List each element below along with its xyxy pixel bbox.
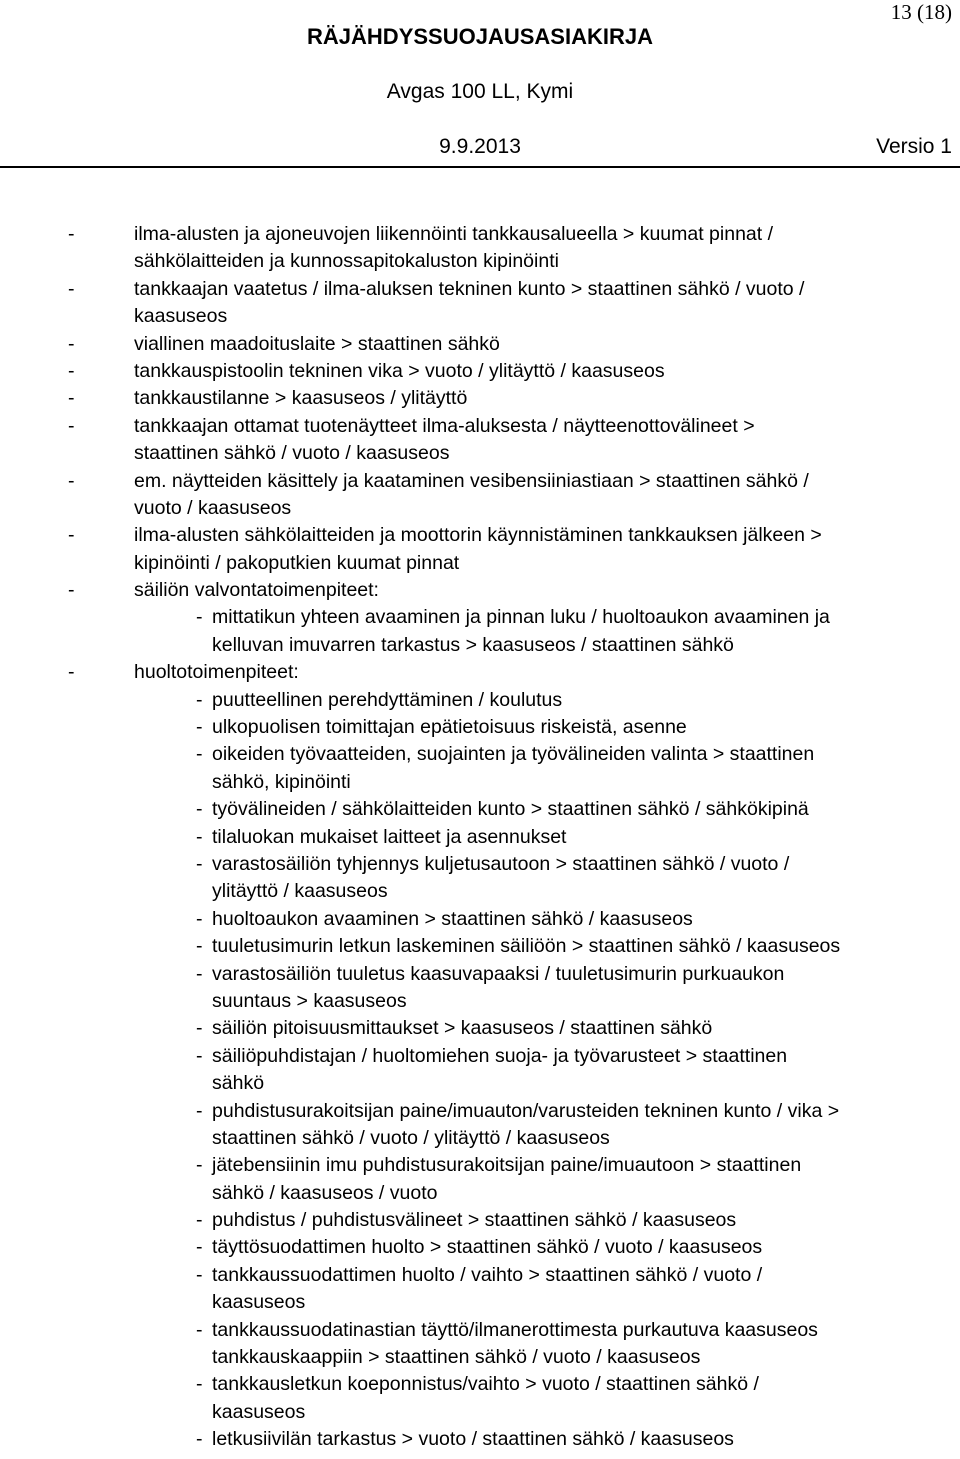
list-line — [0, 577, 960, 604]
list-item-text: puhdistus / puhdistusvälineet > staattinen sähkö / kaasuseos — [212, 1209, 737, 1232]
list-item-text: tilaluokan mukaiset laitteet ja asennukset — [212, 825, 567, 848]
list-line — [0, 878, 960, 905]
list-item-text: ilma-alusten ja ajoneuvojen liikennöinti tankkausalueella > kuumat pinnat / — [134, 223, 774, 245]
bullet-dash: - — [68, 223, 75, 245]
list-line — [0, 1399, 960, 1426]
list-line — [0, 1207, 960, 1234]
bullet-dash: - — [196, 688, 203, 711]
list-line — [0, 741, 960, 768]
list-line — [0, 988, 960, 1015]
bullet-dash: - — [68, 332, 75, 355]
bullet-dash: - — [196, 1263, 203, 1286]
list-line — [0, 1043, 960, 1070]
list-item-text: huoltotoimenpiteet: — [134, 661, 299, 684]
list-item-text: ilma-alusten sähkölaitteiden ja moottorin käynnistäminen tankkauksen jälkeen > — [134, 524, 822, 547]
list-line — [0, 1015, 960, 1042]
list-item-text: tankkaussuodattimen huolto / vaihto > staattinen sähkö / vuoto / — [212, 1263, 763, 1286]
list-item-text: tankkaussuodatinastian täyttö/ilmanerottimesta purkautuva kaasuseos — [212, 1318, 818, 1341]
bullet-dash: - — [196, 1318, 203, 1341]
bullet-dash: - — [196, 1236, 203, 1259]
list-item-text: staattinen sähkö / vuoto / ylitäyttö / kaasuseos — [212, 1126, 610, 1149]
document-body — [0, 221, 960, 1454]
list-line — [0, 1125, 960, 1152]
list-item-text: vuoto / kaasuseos — [134, 496, 292, 519]
list-line — [0, 961, 960, 988]
bullet-dash: - — [68, 661, 75, 684]
header-divider — [0, 166, 960, 168]
bullet-dash: - — [196, 1099, 203, 1122]
list-line — [0, 714, 960, 741]
list-line — [0, 851, 960, 878]
list-line — [0, 906, 960, 933]
list-item-text: varastosäiliön tuuletus kaasuvapaaksi / tuuletusimurin purkuaukon — [212, 962, 785, 985]
list-line — [0, 358, 960, 385]
list-line — [0, 221, 960, 248]
list-item-text: työvälineiden / sähkölaitteiden kunto > staattinen sähkö / sähkökipinä — [212, 798, 809, 821]
list-line — [0, 1180, 960, 1207]
list-item-text: kaasuseos — [134, 305, 228, 328]
list-item-text: mittatikun yhteen avaaminen ja pinnan luku / huoltoaukon avaaminen ja — [212, 606, 830, 629]
list-item-text: letkusiivilän tarkastus > vuoto / staattinen sähkö / kaasuseos — [212, 1428, 734, 1451]
bullet-dash: - — [68, 387, 75, 410]
list-line — [0, 1317, 960, 1344]
list-item-text: tankkauskaappiin > staattinen sähkö / vuoto / kaasuseos — [212, 1346, 701, 1369]
list-line — [0, 1098, 960, 1125]
list-line — [0, 1152, 960, 1179]
list-item-text: tankkaajan ottamat tuotenäytteet ilma-aluksesta / näytteenottovälineet > — [134, 414, 755, 437]
list-line — [0, 769, 960, 796]
list-item-text: säiliöpuhdistajan / huoltomiehen suoja- ja työvarusteet > staattinen — [212, 1044, 788, 1067]
bullet-dash: - — [196, 1428, 203, 1451]
list-line — [0, 413, 960, 440]
list-item-text: viallinen maadoituslaite > staattinen sähkö — [134, 332, 500, 355]
list-item-text: säiliön valvontatoimenpiteet: — [134, 579, 379, 602]
document-date: 9.9.2013 — [439, 135, 521, 158]
bullet-dash: - — [196, 1017, 203, 1040]
bullet-dash: - — [68, 524, 75, 547]
list-item-text: puutteellinen perehdyttäminen / koulutus — [212, 688, 563, 711]
list-item-text: tuuletusimurin letkun laskeminen säiliöön > staattinen sähkö / kaasuseos — [212, 935, 841, 958]
list-item-text: tankkaustilanne > kaasuseos / ylitäyttö — [134, 387, 468, 410]
list-line — [0, 604, 960, 631]
bullet-dash: - — [196, 743, 203, 766]
list-item-text: tankkaajan vaatetus / ilma-aluksen tekninen kunto > staattinen sähkö / vuoto / — [134, 277, 805, 300]
list-line — [0, 440, 960, 467]
bullet-dash: - — [196, 962, 203, 985]
list-item-text: sähkö / kaasuseos / vuoto — [212, 1181, 438, 1204]
list-line — [0, 1426, 960, 1453]
bullet-dash: - — [68, 469, 75, 492]
list-item-text: ulkopuolisen toimittajan epätietoisuus riskeistä, asenne — [212, 716, 687, 739]
list-line — [0, 687, 960, 714]
document-version: Versio 1 — [876, 135, 952, 158]
bullet-dash: - — [196, 852, 203, 875]
document-subtitle: Avgas 100 LL, Kymi — [386, 80, 574, 103]
bullet-dash: - — [196, 907, 203, 930]
list-item-text: tankkausletkun koeponnistus/vaihto > vuoto / staattinen sähkö / — [212, 1373, 759, 1396]
list-line — [0, 1344, 960, 1371]
bullet-dash: - — [196, 1209, 203, 1232]
bullet-dash: - — [196, 825, 203, 848]
list-item-text: täyttösuodattimen huolto > staattinen sähkö / vuoto / kaasuseos — [212, 1236, 763, 1259]
list-line — [0, 1070, 960, 1097]
list-line — [0, 276, 960, 303]
list-item-text: huoltoaukon avaaminen > staattinen sähkö / kaasuseos — [212, 907, 693, 930]
list-line — [0, 1371, 960, 1398]
list-line — [0, 522, 960, 549]
list-item-text: ylitäyttö / kaasuseos — [212, 880, 388, 903]
document-title: RÄJÄHDYSSUOJAUSASIAKIRJA — [307, 24, 653, 49]
list-line — [0, 248, 960, 275]
bullet-dash: - — [196, 716, 203, 739]
list-line — [0, 550, 960, 577]
bullet-dash: - — [196, 1044, 203, 1067]
list-item-text: staattinen sähkö / vuoto / kaasuseos — [134, 442, 450, 465]
list-line — [0, 495, 960, 522]
list-line — [0, 1234, 960, 1261]
bullet-dash: - — [68, 579, 75, 602]
list-item-text: sähkö — [212, 1072, 265, 1095]
list-item-text: oikeiden työvaatteiden, suojainten ja työvälineiden valinta > staattinen — [212, 743, 815, 766]
list-item-text: kaasuseos — [212, 1400, 306, 1423]
list-line — [0, 632, 960, 659]
list-line — [0, 933, 960, 960]
bullet-dash: - — [68, 414, 75, 437]
list-line — [0, 824, 960, 851]
list-line — [0, 385, 960, 412]
list-item-text: tankkauspistoolin tekninen vika > vuoto / ylitäyttö / kaasuseos — [134, 359, 665, 382]
list-line — [0, 468, 960, 495]
list-item-text: em. näytteiden käsittely ja kaataminen vesibensiiniastiaan > staattinen sähkö / — [134, 469, 809, 492]
bullet-dash: - — [196, 1373, 203, 1396]
list-item-text: säiliön pitoisuusmittaukset > kaasuseos / staattinen sähkö — [212, 1017, 713, 1040]
list-item-text: suuntaus > kaasuseos — [212, 989, 407, 1012]
list-line — [0, 303, 960, 330]
bullet-dash: - — [196, 935, 203, 958]
list-item-text: jätebensiinin imu puhdistusurakoitsijan paine/imuautoon > staattinen — [212, 1154, 802, 1177]
list-item-text: sähkölaitteiden ja kunnossapitokaluston kipinöinti — [134, 250, 559, 273]
list-item-text: kipinöinti / pakoputkien kuumat pinnat — [134, 551, 460, 574]
page-number: 13 (18) — [890, 0, 952, 24]
list-line — [0, 659, 960, 686]
bullet-dash: - — [196, 798, 203, 821]
list-item-text: sähkö, kipinöinti — [212, 770, 351, 793]
list-item-text: varastosäiliön tyhjennys kuljetusautoon > staattinen sähkö / vuoto / — [212, 852, 790, 875]
list-item-text: puhdistusurakoitsijan paine/imuauton/varusteiden tekninen kunto / vika > — [212, 1099, 840, 1122]
list-line — [0, 1289, 960, 1316]
bullet-dash: - — [68, 359, 75, 382]
list-line — [0, 331, 960, 358]
list-item-text: kelluvan imuvarren tarkastus > kaasuseos / staattinen sähkö — [212, 633, 734, 656]
list-line — [0, 796, 960, 823]
bullet-dash: - — [68, 277, 75, 300]
list-line — [0, 1262, 960, 1289]
list-item-text: kaasuseos — [212, 1291, 306, 1314]
bullet-dash: - — [196, 1154, 203, 1177]
bullet-dash: - — [196, 606, 203, 629]
